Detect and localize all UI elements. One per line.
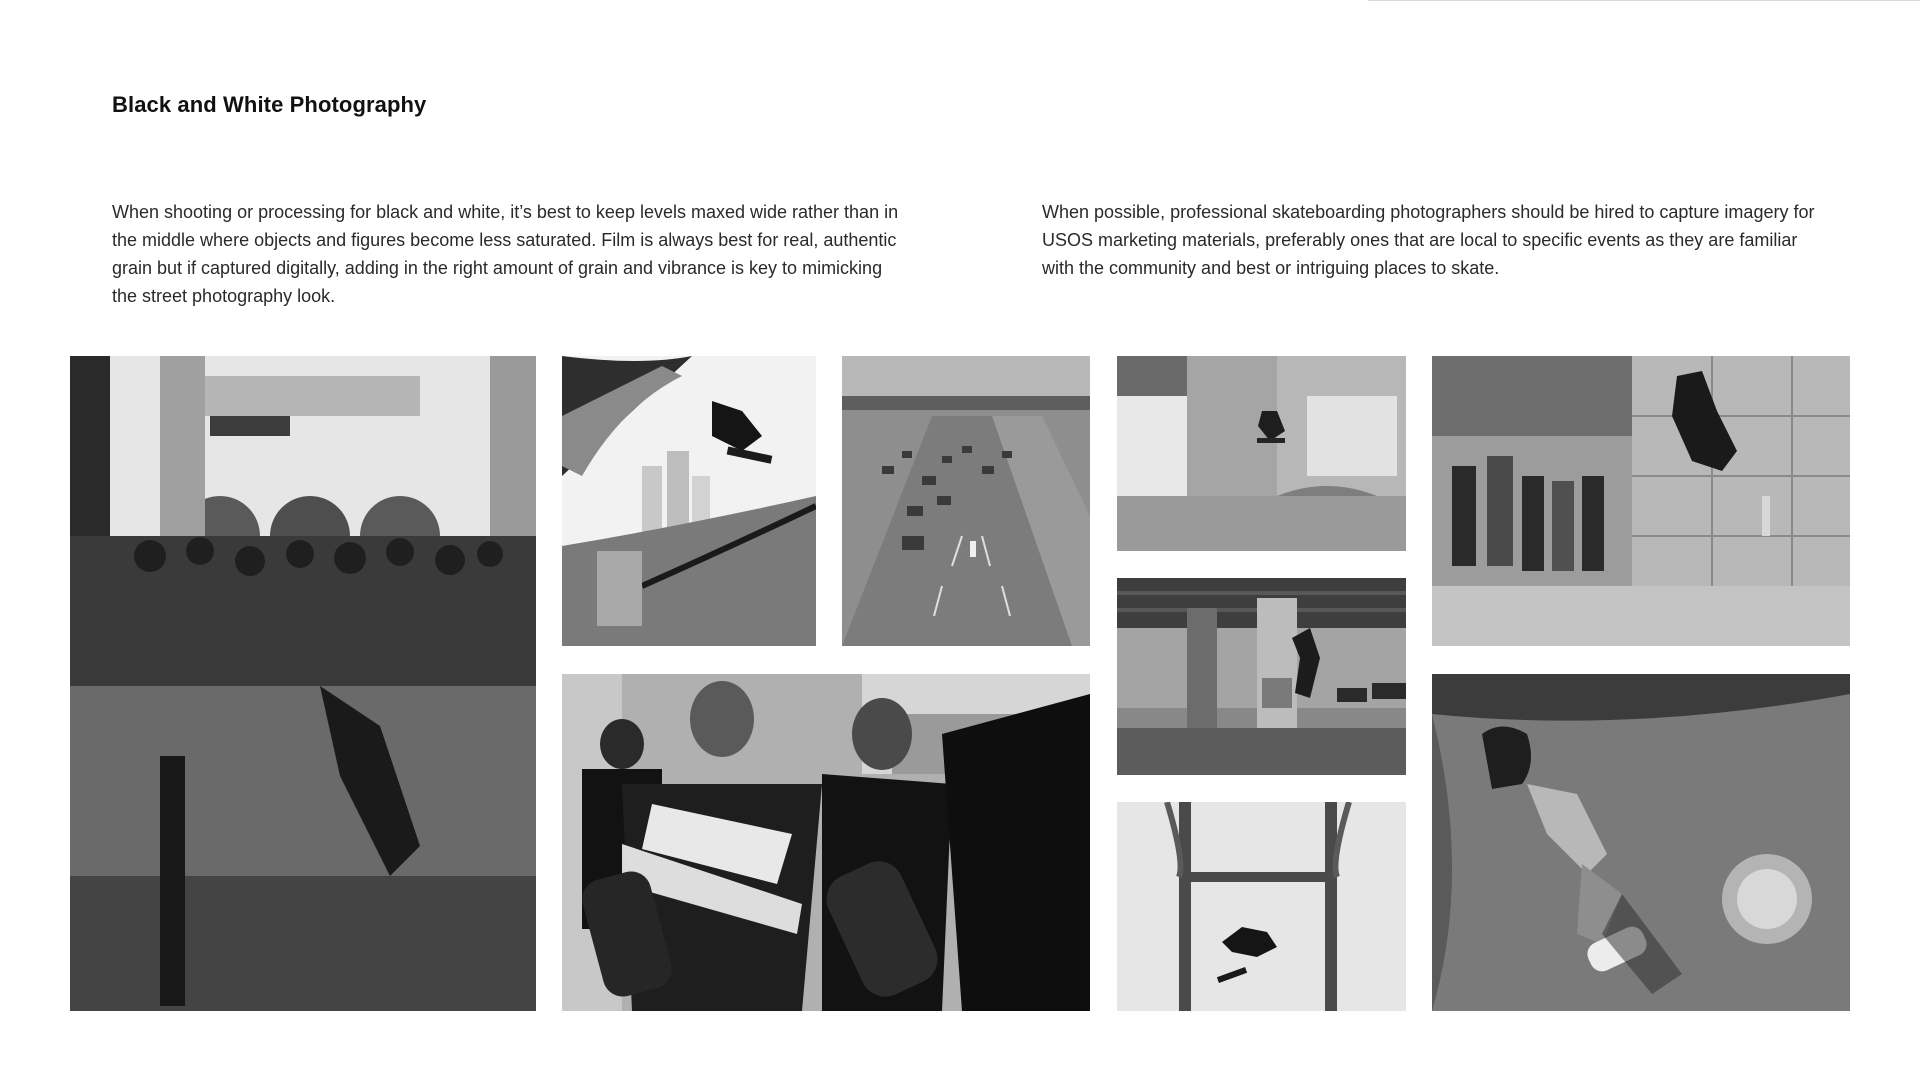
intro-paragraph-left: When shooting or processing for black and white, it’s best to keep levels maxed wide rather than in the middle where objects and figures become less saturated. Film is always best for real, authentic grain but if captured digitally, adding in the right amount of grain and vibrance is key to mimicking the street photography look.: [112, 202, 899, 306]
photo-highway-skater: [842, 356, 1090, 646]
top-divider: [1368, 0, 1920, 1]
photo-underpass-pillar: [1117, 578, 1406, 775]
photo-aerial-trick: [1117, 802, 1406, 1011]
photo-crowd-under-bridge: [70, 356, 536, 1011]
photo-street-ollie: [1117, 356, 1406, 551]
photo-skaters-walking: [562, 674, 1090, 1011]
intro-paragraph-right: When possible, professional skateboarding photographers should be hired to capture imagery for USOS marketing materials, preferably ones that are local to specific events as they are familiar with the community and best or intriguing places to skate.: [1042, 202, 1815, 278]
photo-fisheye-kickflip: [562, 356, 816, 646]
page-title: Black and White Photography: [112, 92, 427, 117]
photo-bowl-carve: [1432, 674, 1850, 1011]
photo-wallride: [1432, 356, 1850, 646]
